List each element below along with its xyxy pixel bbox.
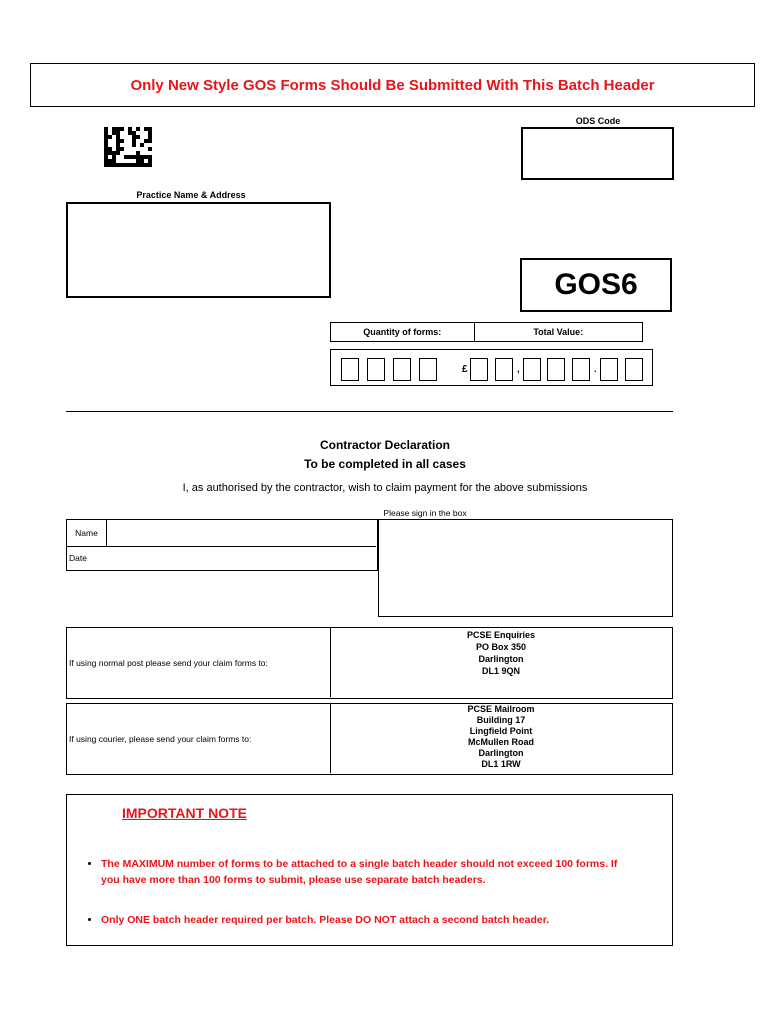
signature-box[interactable] — [378, 519, 673, 617]
declaration-statement: I, as authorised by the contractor, wish to claim payment for the above submissions — [182, 482, 588, 494]
name-date-block — [66, 519, 378, 571]
address-line: DL1 9QN — [481, 666, 520, 676]
banner-title: Only New Style GOS Forms Should Be Submitted With This Batch Header — [130, 76, 655, 94]
totals-header — [330, 322, 643, 342]
section-divider — [66, 411, 673, 412]
batch-header-banner — [30, 63, 755, 107]
ods-code-field[interactable] — [521, 127, 674, 180]
value-digit[interactable] — [600, 358, 618, 381]
total-value-label: Total Value: — [533, 327, 584, 337]
practice-address-field[interactable] — [66, 202, 331, 298]
quantity-digit[interactable] — [419, 358, 437, 381]
address-line: Building 17 — [476, 715, 526, 725]
value-digit[interactable] — [625, 358, 643, 381]
value-digit[interactable] — [523, 358, 541, 381]
date-label: Date — [69, 553, 87, 563]
address-line: PO Box 350 — [475, 642, 527, 652]
courier-instruction: If using courier, please send your claim forms to: — [67, 704, 331, 773]
decimal-separator: . — [594, 364, 597, 374]
address-line: Darlington — [478, 748, 524, 758]
datamatrix-code — [104, 127, 152, 167]
post-instruction: If using normal post please send your claim forms to: — [67, 628, 331, 697]
address-line: PCSE Mailroom — [467, 704, 535, 714]
name-field[interactable] — [107, 520, 376, 546]
quantity-digit[interactable] — [367, 358, 385, 381]
value-digit[interactable] — [547, 358, 565, 381]
important-note-title: IMPORTANT NOTE — [122, 805, 247, 821]
address-line: DL1 1RW — [481, 759, 521, 769]
value-digit[interactable] — [495, 358, 513, 381]
name-label-cell — [67, 520, 107, 546]
practice-label: Practice Name & Address — [136, 190, 246, 200]
address-line: PCSE Enquiries — [466, 630, 536, 640]
quantity-digit[interactable] — [393, 358, 411, 381]
post-address — [331, 629, 671, 677]
post-address-block — [66, 627, 673, 699]
thousands-separator: , — [517, 364, 520, 374]
note-item: • The MAXIMUM number of forms to be attached to a single batch header should not exceed 100 forms. If you have more than 100 forms to submit, please use separate batch headers. — [101, 856, 626, 888]
quantity-digit[interactable] — [341, 358, 359, 381]
quantity-label: Quantity of forms: — [331, 323, 475, 341]
currency-symbol: £ — [462, 364, 468, 375]
value-digit[interactable] — [470, 358, 488, 381]
form-code-box — [520, 258, 672, 312]
ods-code-label: ODS Code — [575, 116, 621, 126]
important-note-box — [66, 794, 673, 946]
address-line: Darlington — [478, 654, 524, 664]
sign-label: Please sign in the box — [383, 508, 467, 518]
courier-address-block — [66, 703, 673, 775]
totals-digit-entry — [330, 349, 653, 386]
note-item: • Only ONE batch header required per batch. Please DO NOT attach a second batch header. — [101, 912, 626, 928]
important-note-list — [81, 856, 626, 928]
value-digit[interactable] — [572, 358, 590, 381]
name-label: Name — [75, 528, 98, 538]
address-line: McMullen Road — [467, 737, 534, 747]
declaration-title: Contractor Declaration — [319, 438, 451, 452]
courier-address — [331, 704, 671, 770]
form-code: GOS6 — [554, 268, 638, 301]
declaration-subtitle: To be completed in all cases — [304, 457, 466, 471]
address-line: Lingfield Point — [469, 726, 533, 736]
date-field[interactable] — [101, 547, 376, 569]
